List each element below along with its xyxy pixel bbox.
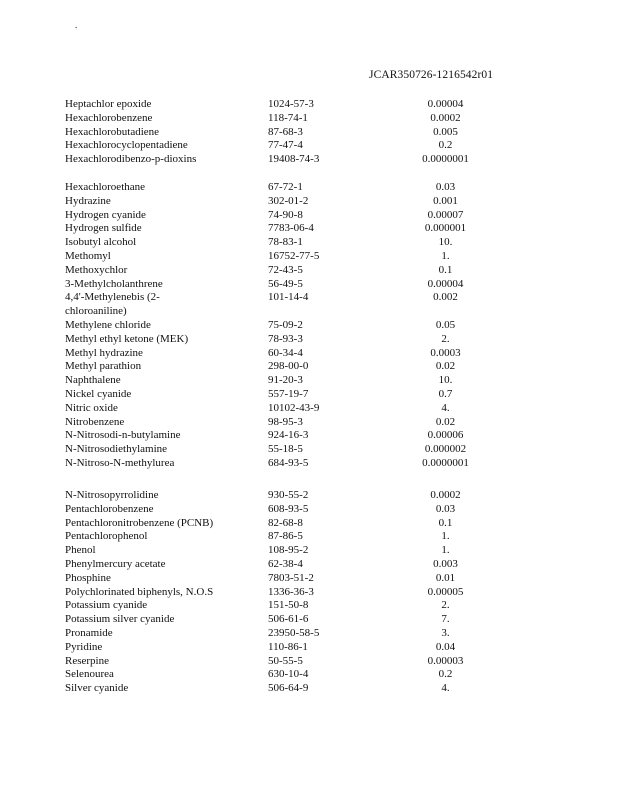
chemical-name: Methyl hydrazine: [65, 346, 143, 359]
table-row: [0, 153, 619, 167]
limit-value: 0.02: [435, 415, 456, 428]
table-row: [0, 264, 619, 278]
limit-value: 0.7: [438, 387, 453, 400]
table-row: [0, 457, 619, 471]
limit-value: 4.: [441, 682, 450, 695]
cas-number: 56-49-5: [268, 277, 303, 290]
chemical-name: Methylene chloride: [65, 318, 151, 331]
cas-number: 1336-36-3: [268, 585, 314, 598]
table-row: [0, 586, 619, 600]
chemical-name: N-Nitrosopyrrolidine: [65, 489, 159, 501]
cas-number: 82-68-8: [268, 516, 303, 529]
table-row: [0, 443, 619, 457]
table-row: [0, 503, 619, 517]
cas-number: 74-90-8: [268, 208, 303, 221]
limit-value: 0.00006: [427, 429, 464, 442]
cas-number: 151-50-8: [268, 599, 309, 612]
cas-number: 72-43-5: [268, 263, 303, 276]
table-row: [0, 333, 619, 347]
cas-number: 7803-51-2: [268, 571, 314, 584]
table-row: [0, 627, 619, 641]
chemical-name: Methyl parathion: [65, 360, 142, 373]
limit-value: 0.0002: [430, 111, 461, 124]
chemical-name: Nitric oxide: [65, 401, 118, 414]
limit-value: 0.2: [438, 139, 453, 152]
limit-value: 0.00004: [427, 98, 464, 110]
limit-value: 0.0000001: [422, 153, 469, 166]
cas-number: 67-72-1: [268, 181, 303, 193]
limit-value: 0.1: [438, 263, 453, 276]
limit-value: 0.05: [435, 318, 456, 331]
cas-number: 55-18-5: [268, 443, 303, 456]
table-row: [0, 668, 619, 682]
limit-value: 0.2: [438, 668, 453, 681]
table-row: [0, 195, 619, 209]
limit-value: 2.: [441, 599, 450, 612]
cas-number: 7783-06-4: [268, 222, 314, 235]
limit-value: 0.002: [433, 291, 458, 304]
limit-value: 7.: [441, 613, 450, 626]
chemical-name: Pentachloronitrobenzene (PCNB): [65, 516, 214, 529]
table-row: [0, 112, 619, 126]
chemical-name: Pentachlorophenol: [65, 530, 148, 543]
limit-value: 0.0000001: [422, 456, 469, 469]
cas-number: 78-93-3: [268, 332, 303, 345]
cas-number: 91-20-3: [268, 374, 303, 387]
limit-value: 1.: [441, 544, 450, 557]
chemical-name: Phosphine: [65, 571, 111, 584]
limit-value: 0.03: [435, 502, 456, 515]
cas-number: 87-86-5: [268, 530, 303, 543]
limit-value: 3.: [441, 626, 450, 639]
chemical-name: Phenylmercury acetate: [65, 557, 166, 570]
chemical-name: N-Nitrosodiethylamine: [65, 443, 168, 456]
table-row: [0, 489, 619, 503]
limit-value: 0.00005: [427, 585, 464, 598]
cas-number: 62-38-4: [268, 557, 303, 570]
cas-number: 98-95-3: [268, 415, 303, 428]
limit-value: 1.: [441, 249, 450, 262]
limit-value: 10.: [438, 374, 453, 387]
chemical-name: Pyridine: [65, 640, 103, 653]
chemical-name: N-Nitrosodi-n-butylamine: [65, 429, 181, 442]
chemical-name: Potassium cyanide: [65, 599, 148, 612]
cas-number: 77-47-4: [268, 139, 303, 152]
table-row: [0, 544, 619, 558]
limit-value: 0.003: [433, 557, 458, 570]
limit-value: 0.00007: [427, 208, 464, 221]
chemical-name: Potassium silver cyanide: [65, 613, 175, 626]
chemical-name: 4,4'-Methylenebis (2-chloroaniline): [65, 291, 160, 318]
cas-number: 78-83-1: [268, 236, 303, 249]
chemical-name: Phenol: [65, 544, 96, 557]
limit-value: 1.: [441, 530, 450, 543]
table-row: [0, 599, 619, 613]
page-speck: .: [75, 20, 78, 30]
cas-number: 506-61-6: [268, 613, 309, 626]
chemical-group-1: [0, 98, 619, 167]
cas-number: 930-55-2: [268, 489, 309, 501]
chemical-name: Methyl ethyl ketone (MEK): [65, 332, 189, 345]
cas-number: 108-95-2: [268, 544, 309, 557]
limit-value: 0.000002: [424, 443, 467, 456]
cas-number: 1024-57-3: [268, 98, 314, 110]
table-row: [0, 655, 619, 669]
limit-value: 0.0003: [430, 346, 461, 359]
table-row: [0, 558, 619, 572]
chemical-name: Methomyl: [65, 249, 111, 262]
table-row: [0, 98, 619, 112]
chemical-name: Selenourea: [65, 668, 114, 681]
limit-value: 4.: [441, 401, 450, 414]
chemical-name: Hydrogen sulfide: [65, 222, 142, 235]
table-row: [0, 416, 619, 430]
limit-value: 0.1: [438, 516, 453, 529]
cas-number: 924-16-3: [268, 429, 309, 442]
chemical-name: 3-Methylcholanthrene: [65, 277, 163, 290]
chemical-name: Isobutyl alcohol: [65, 236, 137, 249]
chemical-name: Silver cyanide: [65, 682, 129, 695]
chemical-name: Pronamide: [65, 626, 113, 639]
table-row: [0, 641, 619, 655]
chemical-name: Naphthalene: [65, 374, 121, 387]
chemical-name: Pentachlorobenzene: [65, 502, 154, 515]
limit-value: 0.000001: [424, 222, 467, 235]
chemical-group-3: [0, 489, 619, 696]
cas-number: 75-09-2: [268, 318, 303, 331]
table-row: [0, 236, 619, 250]
chemical-name: Hexachlorocyclopentadiene: [65, 139, 188, 152]
chemical-name: Methoxychlor: [65, 263, 128, 276]
table-row: [0, 682, 619, 696]
cas-number: 608-93-5: [268, 502, 309, 515]
limit-value: 0.001: [433, 194, 458, 207]
chemical-name: Polychlorinated biphenyls, N.O.S: [65, 585, 214, 598]
table-row: [0, 613, 619, 627]
table-row: [0, 278, 619, 292]
cas-number: 630-10-4: [268, 668, 309, 681]
chemical-name: Nickel cyanide: [65, 387, 132, 400]
cas-number: 50-55-5: [268, 654, 303, 667]
table-row: [0, 250, 619, 264]
chemical-name: N-Nitroso-N-methylurea: [65, 456, 175, 469]
chemical-name: Heptachlor epoxide: [65, 98, 152, 110]
limit-value: 0.0002: [430, 489, 461, 501]
table-row: [0, 360, 619, 374]
cas-number: 16752-77-5: [268, 249, 320, 262]
chemical-name: Hexachloroethane: [65, 181, 146, 193]
cas-number: 118-74-1: [268, 111, 308, 124]
table-row: [0, 388, 619, 402]
limit-value: 0.03: [435, 181, 456, 193]
chemical-name: Nitrobenzene: [65, 415, 125, 428]
limit-value: 0.02: [435, 360, 456, 373]
cas-number: 684-93-5: [268, 456, 309, 469]
cas-number: 110-86-1: [268, 640, 308, 653]
limit-value: 0.00003: [427, 654, 464, 667]
cas-number: 60-34-4: [268, 346, 303, 359]
cas-number: 101-14-4: [268, 291, 309, 304]
cas-number: 557-19-7: [268, 387, 309, 400]
cas-number: 10102-43-9: [268, 401, 320, 414]
table-row: [0, 374, 619, 388]
cas-number: 302-01-2: [268, 194, 309, 207]
table-row: [0, 181, 619, 195]
chemical-name: Hexachlorobenzene: [65, 111, 153, 124]
chemical-name: Reserpine: [65, 654, 109, 667]
table-row: [0, 319, 619, 333]
chemical-name: Hexachlorobutadiene: [65, 125, 160, 138]
limit-value: 2.: [441, 332, 450, 345]
table-row: [0, 291, 619, 319]
table-row: [0, 347, 619, 361]
table-row: [0, 517, 619, 531]
chemical-name: Hydrazine: [65, 194, 111, 207]
table-row: [0, 222, 619, 236]
table-row: [0, 402, 619, 416]
chemical-group-2: [0, 181, 619, 471]
table-row: [0, 209, 619, 223]
limit-value: 0.00004: [427, 277, 464, 290]
chemical-name: Hexachlorodibenzo-p-dioxins: [65, 153, 197, 166]
cas-number: 506-64-9: [268, 682, 309, 695]
chemical-name: Hydrogen cyanide: [65, 208, 146, 221]
limit-value: 0.04: [435, 640, 456, 653]
cas-number: 87-68-3: [268, 125, 303, 138]
table-row: [0, 572, 619, 586]
cas-number: 19408-74-3: [268, 153, 320, 166]
cas-number: 23950-58-5: [268, 626, 320, 639]
limit-value: 10.: [438, 236, 453, 249]
cas-number: 298-00-0: [268, 360, 309, 373]
table-row: [0, 126, 619, 140]
table-row: [0, 429, 619, 443]
table-row: [0, 139, 619, 153]
limit-value: 0.005: [433, 125, 458, 138]
table-row: [0, 530, 619, 544]
document-id: JCAR350726-1216542r01: [369, 69, 494, 81]
limit-value: 0.01: [435, 571, 456, 584]
